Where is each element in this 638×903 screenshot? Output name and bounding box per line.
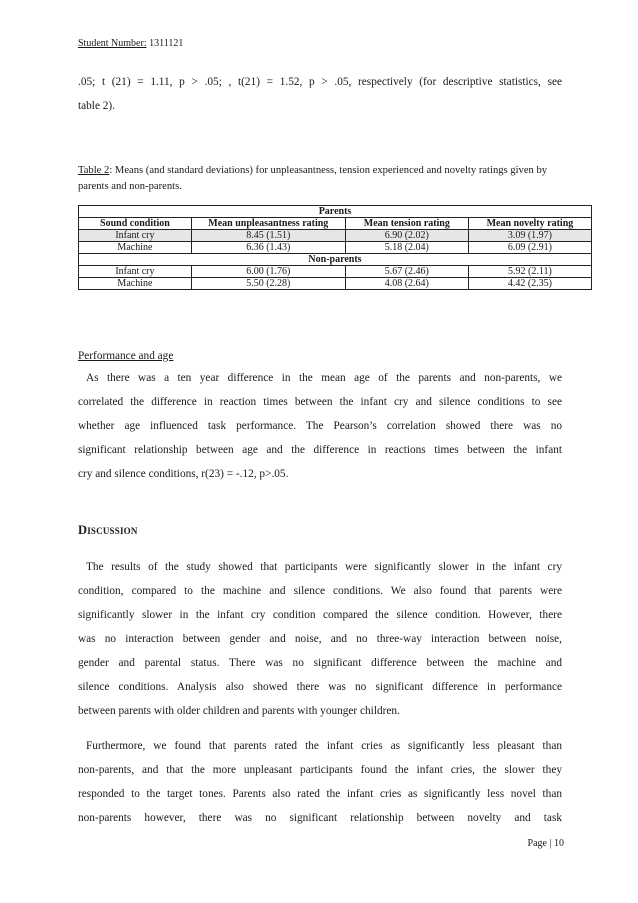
performance-heading: Performance and age — [78, 350, 174, 362]
text-line: was no interaction between gender and noise, and no three-way interaction between noise, — [78, 633, 562, 645]
text-line: significant relationship between age and the difference in reactions times between the infant — [78, 444, 562, 456]
text-line: non-parents, and that the more unpleasant participants found the infant cries, the slower they — [78, 764, 562, 776]
table-cell: 8.45 (1.51) — [191, 230, 345, 242]
table-cell: 6.90 (2.02) — [345, 230, 468, 242]
student-number-label: Student Number: — [78, 38, 147, 49]
column-header: Sound condition — [79, 218, 192, 230]
text-line: gender and parental status. There was no significant difference between the machine and — [78, 657, 562, 669]
text-line: responded to the target tones. Parents also rated the infant cries as significantly less novel than — [78, 788, 562, 800]
column-header: Mean tension rating — [345, 218, 468, 230]
student-number-value: 1311121 — [149, 38, 184, 49]
text-line: The results of the study showed that participants were significantly slower in the infant cry — [86, 561, 562, 573]
text-line: non-parents however, there was no significant relationship between novelty and task — [78, 812, 562, 824]
table-caption-text: : Means (and standard deviations) for unpleasantness, tension experienced and novelty ratings given by parents and non-parents. — [78, 165, 548, 192]
table-row — [79, 266, 592, 278]
table-cell: 6.09 (2.91) — [468, 242, 591, 254]
performance-paragraph — [78, 366, 562, 486]
table-cell: 5.92 (2.11) — [468, 266, 591, 278]
table-cell: 4.42 (2.35) — [468, 278, 591, 290]
text-line: cry and silence conditions, r(23) = -.12, p>.05. — [78, 468, 289, 480]
group-header-parents: Parents — [79, 206, 592, 218]
table-cell: 5.50 (2.28) — [191, 278, 345, 290]
text-line: significantly slower in the infant cry condition compared the silence condition. However, there — [78, 609, 562, 621]
text-line: whether age influenced task performance. The Pearson’s correlation showed there was no — [78, 420, 562, 432]
text-line: correlated the difference in reaction times between the infant cry and silence conditions to see — [78, 396, 562, 408]
table-row — [79, 278, 592, 290]
table-row — [79, 230, 592, 242]
column-header: Mean unpleasantness rating — [191, 218, 345, 230]
discussion-paragraph-2 — [78, 734, 562, 830]
text-line: silence conditions. Analysis also showed there was no significant difference in performance — [78, 681, 562, 693]
table-cell: Machine — [79, 242, 192, 254]
table-cell: 4.08 (2.64) — [345, 278, 468, 290]
text-line: Furthermore, we found that parents rated the infant cries as significantly less pleasant than — [86, 740, 562, 752]
table-caption — [78, 163, 568, 195]
table-cell: 5.67 (2.46) — [345, 266, 468, 278]
discussion-heading: Discussion — [78, 523, 138, 537]
text-line: between parents with older children and parents with younger children. — [78, 705, 400, 717]
page-header — [78, 38, 183, 49]
table-cell: Infant cry — [79, 230, 192, 242]
group-header-nonparents: Non-parents — [79, 254, 592, 266]
intro-line: .05; t (21) = 1.11, p > .05; , t(21) = 1.52, p > .05, respectively (for descriptive statistics, see — [78, 76, 562, 88]
table-cell: 6.36 (1.43) — [191, 242, 345, 254]
table-cell: 5.18 (2.04) — [345, 242, 468, 254]
text-line: condition, compared to the machine and silence conditions. We also found that parents were — [78, 585, 562, 597]
intro-paragraph — [78, 70, 562, 118]
table-cell: 3.09 (1.97) — [468, 230, 591, 242]
discussion-paragraph-1 — [78, 555, 562, 723]
table-cell: 6.00 (1.76) — [191, 266, 345, 278]
table-row — [79, 242, 592, 254]
table-cell: Machine — [79, 278, 192, 290]
table-caption-label: Table 2 — [78, 165, 110, 176]
table-2 — [78, 205, 592, 290]
page-footer: Page | 10 — [527, 838, 564, 849]
text-line: As there was a ten year difference in the mean age of the parents and non-parents, we — [86, 372, 562, 384]
intro-line: table 2). — [78, 100, 116, 112]
column-header: Mean novelty rating — [468, 218, 591, 230]
table-cell: Infant cry — [79, 266, 192, 278]
